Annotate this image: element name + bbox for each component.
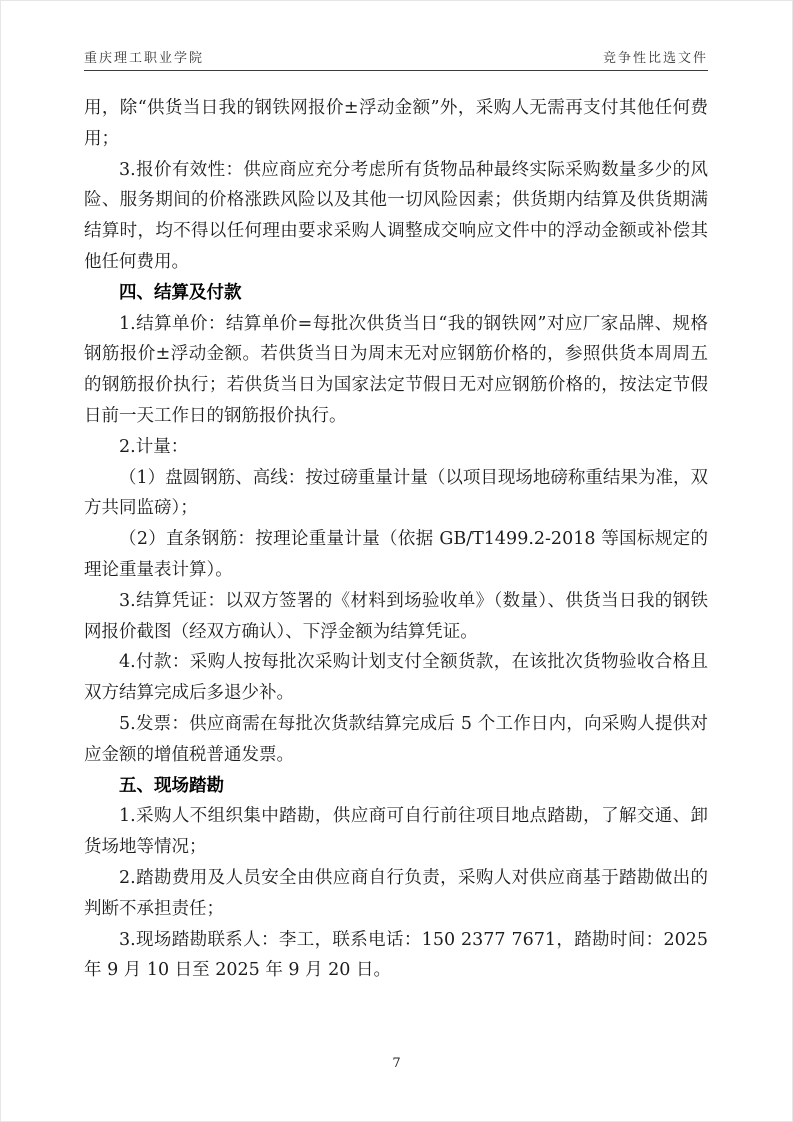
paragraph: 2.计量： [119, 436, 189, 457]
paragraph: 2.踏勘费用及人员安全由供应商自行负责，采购人对供应商基于踏勘做出的判断不承担责任； [84, 867, 708, 919]
paragraph: 3.结算凭证：以双方签署的《材料到场验收单》（数量）、供货当日我的钢铁网报价截图（经双方确认）、下浮金额为结算凭证。 [84, 590, 708, 642]
header-doc-type: 竞争性比选文件 [602, 51, 708, 66]
paragraph: 4.付款：采购人按每批次采购计划支付全额货款，在该批次货物验收合格且双方结算完成后多退少补。 [84, 652, 708, 704]
paragraph: 1.结算单价：结算单价=每批次供货当日“我的钢铁网”对应厂家品牌、规格钢筋报价±浮动金额。若供货当日为周末无对应钢筋价格的，参照供货本周周五的钢筋报价执行；若供货当日为国家法定节假日无对应钢筋价格的，按法定节假日前一天工作日的钢筋报价执行。 [84, 313, 708, 426]
paragraph: 3.报价有效性：供应商应充分考虑所有货物品种最终实际采购数量多少的风险、服务期间的价格涨跌风险以及其他一切风险因素；供货期内结算及供货期满结算时，均不得以任何理由要求采购人调整成交响应文件中的浮动金额或补偿其他任何费用。 [84, 159, 708, 272]
paragraph: （1）盘圆钢筋、高线：按过磅重量计量（以项目现场地磅称重结果为准，双方共同监磅）； [84, 467, 708, 519]
page-header [84, 44, 708, 71]
section-heading: 五、现场踏勘 [119, 775, 224, 796]
page-number: 7 [392, 1056, 401, 1071]
paragraph: 3.现场踏勘联系人：李工，联系电话：150 2377 7671，踏勘时间：2025 年 9 月 10 日至 2025 年 9 月 20 日。 [84, 929, 708, 981]
section-heading: 四、结算及付款 [119, 282, 242, 303]
paragraph: 用，除“供货当日我的钢铁网报价±浮动金额”外，采购人无需再支付其他任何费用； [84, 98, 708, 149]
paragraph: 1.采购人不组织集中踏勘，供应商可自行前往项目地点踏勘，了解交通、卸货场地等情况； [84, 806, 708, 858]
page-footer [0, 1056, 793, 1071]
header-org-name: 重庆理工职业学院 [84, 51, 205, 66]
paragraph: 5.发票：供应商需在每批次货款结算完成后 5 个工作日内，向采购人提供对应金额的增值税普通发票。 [84, 713, 708, 765]
document-body [84, 93, 708, 986]
paragraph: （2）直条钢筋：按理论重量计量（依据 GB/T1499.2-2018 等国标规定的理论重量表计算）。 [84, 529, 708, 580]
